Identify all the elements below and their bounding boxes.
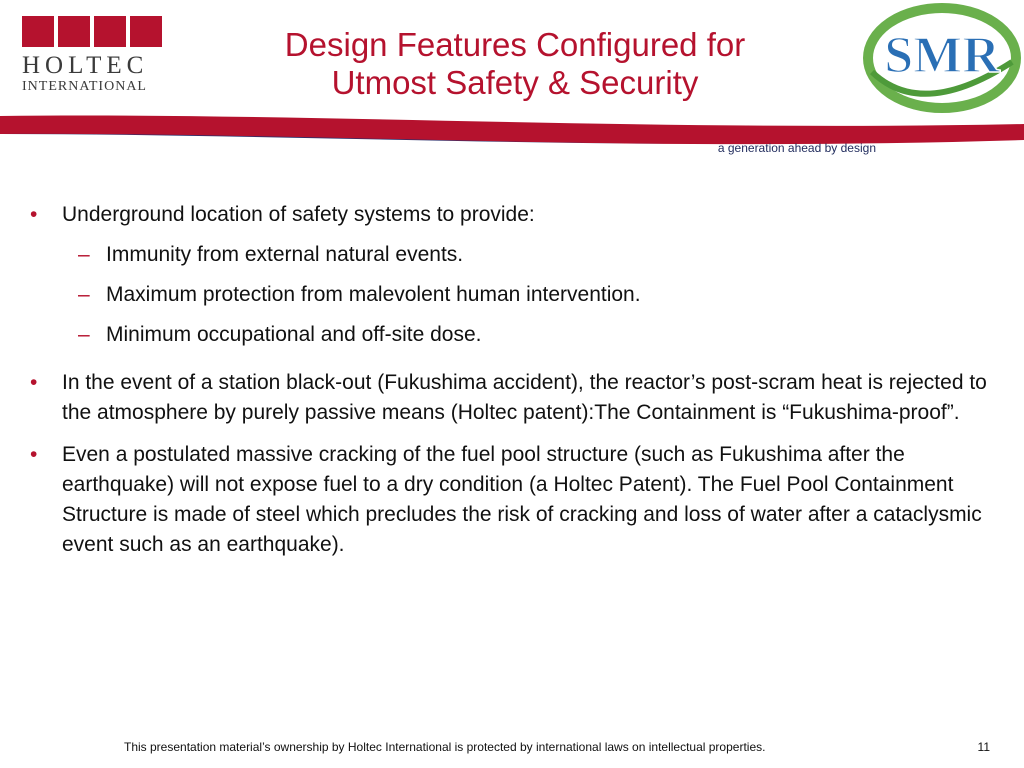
bullet-text: Underground location of safety systems to provide: [62,203,535,226]
bullet-text: In the event of a station black-out (Fukushima accident), the reactor’s post-scram heat is rejected to the atmosphere by purely passive means (Holtec patent):The Containment is “Fukushima-proof”. [62,371,987,424]
bullet-marker: • [30,443,38,466]
sub-bullet-text: Immunity from external natural events. [106,243,464,266]
sub-bullet-marker: – [78,283,90,306]
holtec-logo-name: HOLTEC [22,52,149,79]
smr-logo-text: SMR [884,27,1000,84]
bullet-item [30,440,990,560]
tagline: a generation ahead by design [717,141,876,155]
sub-bullet-marker: – [78,243,90,266]
bullet-marker: • [30,371,38,394]
footer-copyright-note: This presentation material’s ownership by Holtec International is protected by international laws on intellectual properties. [124,740,766,754]
bullet-item [30,200,990,230]
sub-bullet-text: Maximum protection from malevolent human intervention. [106,283,641,306]
sub-bullet-text: Minimum occupational and off-site dose. [106,323,482,346]
bullet-body [62,200,535,230]
sub-bullet-marker: – [78,323,90,346]
bullet-text: Even a postulated massive cracking of the fuel pool structure (such as Fukushima after the earthquake) will not expose fuel to a dry condition (a Holtec Patent). The Fuel Pool Containment Structure is made of steel which precludes the risk of cracking and loss of water after a cataclysmic event such as an earthquake). [62,443,982,556]
holtec-logo-subtitle: INTERNATIONAL [22,79,147,94]
slide-content [30,200,990,572]
sub-bullet-item [30,320,990,350]
page-number: 11 [977,740,990,754]
sub-bullet-item [30,280,990,310]
slide-title-line-1: Design Features Configured for [284,26,746,63]
bullet-item [30,368,990,428]
bullet-marker: • [30,203,38,226]
slide-title-line-2: Utmost Safety & Security [331,64,699,101]
sub-bullet-item [30,240,990,270]
